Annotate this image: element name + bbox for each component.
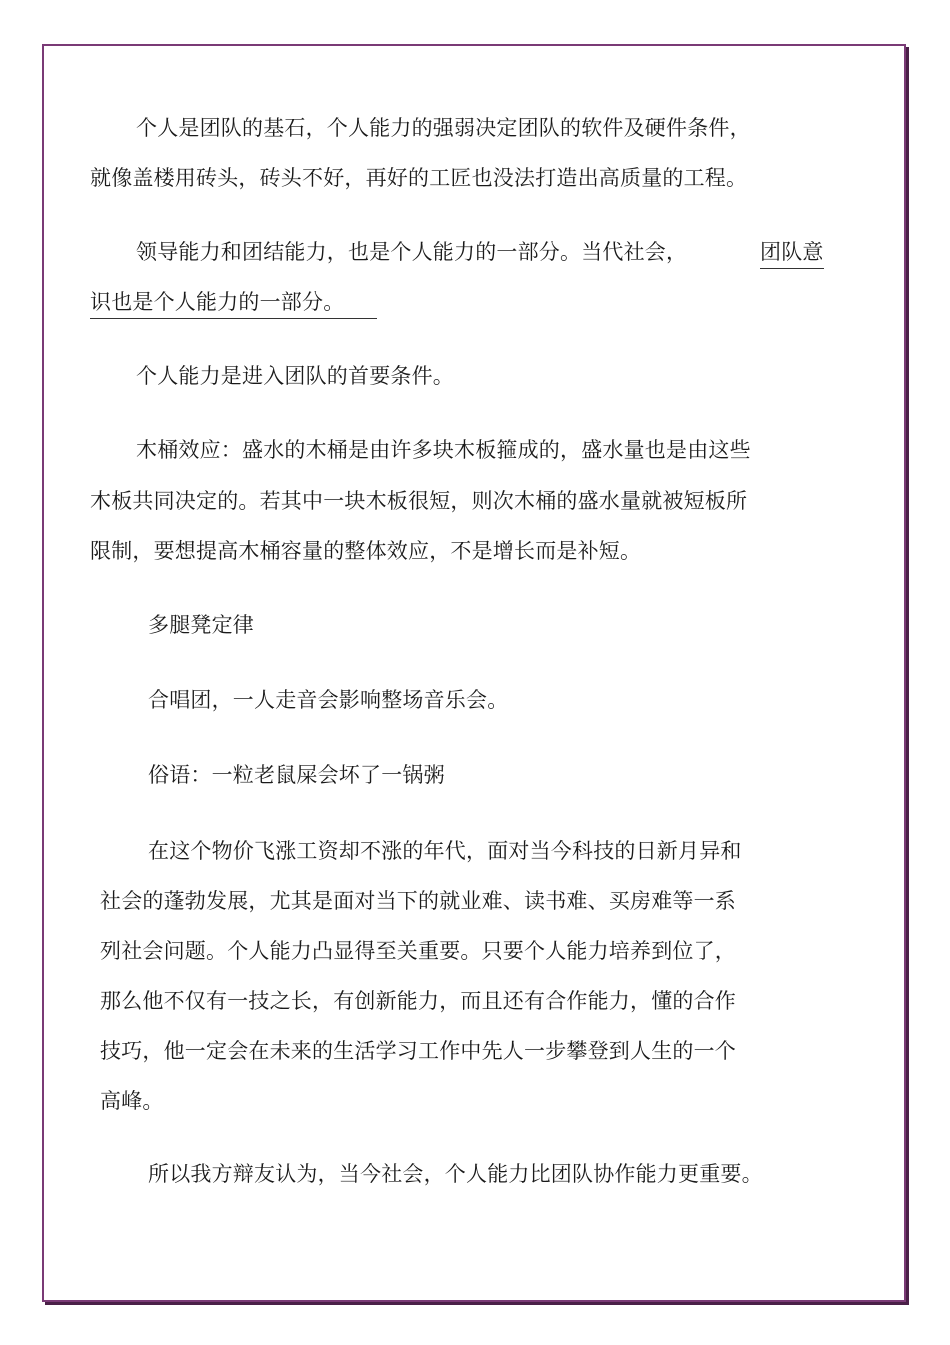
page-frame	[42, 44, 906, 1302]
paragraph-6-line-1: 合唱团，一人走音会影响整场音乐会。	[148, 688, 509, 712]
paragraph-8-line-1: 在这个物价飞涨工资却不涨的年代，面对当今科技的日新月异和	[148, 839, 742, 863]
paragraph-8-line-5: 技巧，他一定会在未来的生活学习工作中先人一步攀登到人生的一个	[100, 1039, 736, 1063]
paragraph-1-line-1: 个人是团队的基石，个人能力的强弱决定团队的软件及硬件条件，	[136, 116, 751, 140]
paragraph-3-line-1: 个人能力是进入团队的首要条件。	[136, 364, 454, 388]
paragraph-2-line-1: 领导能力和团结能力，也是个人能力的一部分。当代社会，	[136, 240, 688, 264]
paragraph-8-line-2: 社会的蓬勃发展，尤其是面对当下的就业难、读书难、买房难等一系	[100, 889, 736, 913]
paragraph-8-line-3: 列社会问题。个人能力凸显得至关重要。只要个人能力培养到位了，	[100, 939, 736, 963]
paragraph-5-line-1: 多腿凳定律	[148, 613, 254, 637]
paragraph-7-line-1: 俗语：一粒老鼠屎会坏了一锅粥	[148, 763, 445, 787]
paragraph-9-line-1: 所以我方辩友认为，当今社会，个人能力比团队协作能力更重要。	[148, 1162, 763, 1186]
underlined-phrase-start: 团队意	[760, 238, 824, 269]
paragraph-4-line-2: 木板共同决定的。若其中一块木板很短，则次木桶的盛水量就被短板所	[90, 489, 748, 513]
paragraph-8-line-6: 高峰。	[100, 1089, 164, 1113]
underlined-phrase-end: 识也是个人能力的一部分。	[90, 288, 377, 319]
paragraph-1-line-2: 就像盖楼用砖头，砖头不好，再好的工匠也没法打造出高质量的工程。	[90, 166, 748, 190]
paragraph-8-line-4: 那么他不仅有一技之长，有创新能力，而且还有合作能力，懂的合作	[100, 989, 736, 1013]
paragraph-4-line-1: 木桶效应：盛水的木桶是由许多块木板箍成的，盛水量也是由这些	[136, 438, 751, 462]
paragraph-4-line-3: 限制，要想提高木桶容量的整体效应，不是增长而是补短。	[90, 539, 642, 563]
